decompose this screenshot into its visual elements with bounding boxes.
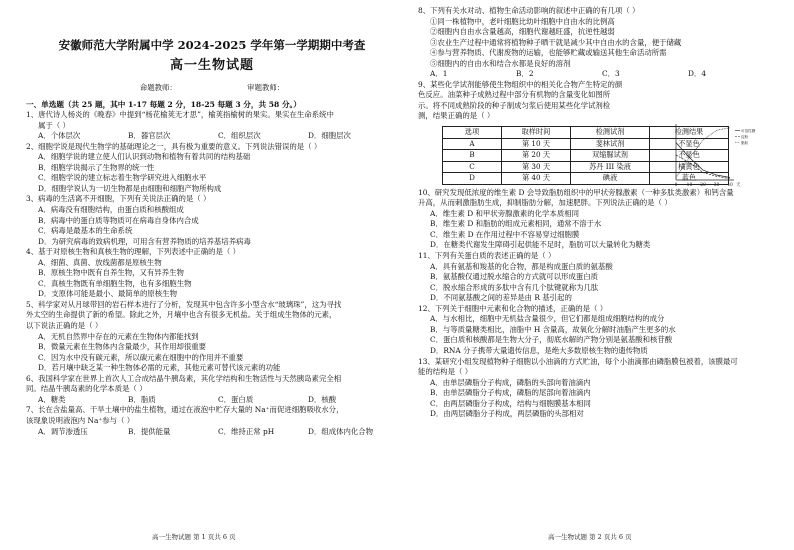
option: C．蛋白质和核酸都是生物大分子，彻底水解的产物分别是氨基酸和核苷酸: [430, 335, 673, 345]
q5-stem-cont: 外太空的生命提供了新的希望。除此之外，月壤中也含有很多无机盐。关于组成生物体的元素，: [26, 310, 337, 320]
q8-options: [418, 69, 774, 80]
option: B．微量元素在生物体内含量最少，其作用却很重要: [38, 342, 207, 352]
table-cell: 双缩脲试剂: [571, 150, 650, 162]
option: C．由两层磷脂分子构成，结构与细胞膜基本相同: [430, 398, 591, 408]
option: D．组成体内化合物: [308, 426, 374, 436]
table-cell: 橘黄色: [650, 161, 729, 173]
option: A．糖类: [38, 394, 66, 404]
q1-options: [26, 131, 398, 142]
option: B．氨基酸仅通过脱水缩合的方式就可以形成蛋白质: [430, 272, 599, 282]
left-column: [26, 6, 398, 437]
table-cell: 斐林试剂: [571, 138, 650, 150]
option: B．脂质: [128, 394, 156, 404]
option: C．因为水中没有碳元素，所以碳元素在细胞中的作用并不重要: [38, 352, 244, 362]
x-tick-label: 20: [700, 183, 706, 188]
table-cell: 第 10 天: [502, 138, 571, 150]
table-cell: D: [443, 173, 502, 185]
option: C．病毒是最基本的生命系统: [38, 226, 133, 236]
option: B．与等质量糖类相比，油脂中 H 含量高，故氧化分解时油脂产生更多的水: [430, 324, 676, 334]
option: C．真核生物既有单细胞生物，也有多细胞生物: [38, 278, 192, 288]
statement: ①同一株植物中，老叶细胞比幼叶细胞中自由水的比例高: [430, 16, 615, 26]
option: C．细胞学说的建立标志着生物学研究进入细胞水平: [38, 173, 207, 183]
option: A．细胞学说的建立使人们认识到动物和植物有着共同的结构基础: [38, 152, 251, 162]
q13-stem-cont: 能的结构是（ ）: [418, 367, 473, 377]
option: D．细胞学说认为一切生物都是由细胞和细胞产物所构成: [38, 183, 222, 193]
option: B．细胞学说揭示了生物界的统一性: [38, 162, 155, 172]
q9-stem-cont: 色反应。油菜种子成熟过程中部分有机物的含量变化如图所: [418, 90, 611, 100]
page-footer-right: 高一生物试题 第 2 页共 6 页: [548, 533, 632, 541]
option: C．蛋白质: [218, 394, 254, 404]
table-cell: C: [443, 161, 502, 173]
series-line: [676, 155, 730, 179]
q7-options: [26, 427, 398, 438]
option: B．器官层次: [128, 131, 171, 141]
q9-stem-cont: 测，结果正确的是（ ）: [418, 111, 495, 121]
option: D．不同氨基酸之间的差异是由 R 基引起的: [430, 293, 572, 303]
option: B．2: [516, 69, 534, 79]
teacher-sign-line: [26, 83, 398, 94]
statement: ③农业生产过程中通常将植物种子晒干就是减少其中自由水的含量，便于储藏: [430, 37, 682, 47]
q7-stem-cont: 该现象说明液泡内 Na⁺参与（ ）: [26, 415, 135, 425]
legend-label: 淀粉: [741, 135, 749, 139]
q1-stem-cont: 属于（ ）: [38, 120, 70, 130]
option: C．维生素 D 在作用过程中不容易穿过细胞膜: [430, 229, 580, 239]
q2-stem: 2、细胞学说是现代生物学的基础理论之一，具有极为重要的意义。下列说法错误的是（ ）: [26, 141, 322, 151]
option: D．若月壤中缺乏某一种生物体必需的元素，其他元素可替代该元素的功能: [38, 363, 281, 373]
option: B．由单层磷脂分子构成，磷脂的尾部向着油滴内: [430, 388, 591, 398]
table-header: 选项: [443, 127, 502, 139]
x-tick-label: 10: [686, 183, 693, 188]
q10-stem: 10、研究发现低浓度的维生素 D 会导致脂肪组织中的甲状旁腺激素（一种多肽类激素）和钙含量: [418, 187, 734, 197]
table-cell: 碘液: [571, 173, 650, 185]
legend-label: 可溶性糖: [741, 129, 756, 133]
option: A．细菌、真菌、放线菌都是原核生物: [38, 257, 162, 267]
reviewer-label: 审题教师：: [247, 83, 285, 92]
statement: ②细胞内自由水含量越高，细胞代谢越旺盛，抗逆性越弱: [430, 27, 615, 37]
table-cell: B: [443, 150, 502, 162]
q7-stem: 7、长在含盐量高、干旱土壤中的盐生植物，通过在液泡中贮存大量的 Na⁺而促进细胞吸收水分，: [26, 405, 344, 415]
option: B．病毒中的蛋白质等物质可在病毒自身体内合成: [38, 215, 199, 225]
option: A．由单层磷脂分子构成，磷脂的头部向着油滴内: [430, 377, 591, 387]
option: D．由两层磷脂分子构成，两层磷脂的头部相对: [430, 409, 584, 419]
table-cell: 不显色: [650, 138, 729, 150]
q6-options: [26, 395, 398, 406]
x-tick-label: 0: [674, 183, 678, 188]
table-cell: 第 30 天: [502, 161, 571, 173]
q9-line-chart: [666, 118, 762, 190]
q5-stem-cont: 以下说法正确的是（ ）: [26, 321, 103, 331]
option: A．调节渗透压: [38, 426, 88, 436]
option: B．原核生物中既有自养生物，又有异养生物: [38, 268, 184, 278]
q5-stem: 5、科学家对从月球带回的岩石样本进行了分析，发现其中包含许多小型含水“玻璃珠”，这为寻找: [26, 299, 342, 309]
q10-stem-cont: 升高，从而刺激脂肪生成，抑制脂肪分解，加速肥胖。下列说法正确的是（ ）: [418, 198, 672, 208]
option: D．细胞层次: [308, 131, 351, 141]
x-tick-label: 40: [727, 183, 733, 188]
option: D．为研究病毒的致病机理，可用含有营养物质的培养基培养病毒: [38, 236, 251, 246]
option: A．1: [430, 69, 448, 79]
option: A．无机自然界中存在的元素在生物体内都能找到: [38, 331, 199, 341]
option: A．与水相比，细胞中无机盐含量很少，但它们都是组成细胞结构的成分: [430, 314, 665, 324]
option: A．具有氨基和羧基的化合物，都是构成蛋白质的氨基酸: [430, 261, 613, 271]
section-heading: 一、单选题（共 25 题，其中 1-17 每题 2 分，18-25 每题 3 分，共 58 分。）: [26, 99, 301, 109]
option: C．3: [602, 69, 620, 79]
table-header: 取样时间: [502, 127, 571, 139]
q12-stem: 12、下列关于细胞中元素和化合物的描述，正确的是（ ）: [418, 303, 608, 313]
statement: ⑤细胞内的自由水和结合水都是良好的溶剂: [430, 58, 571, 68]
option: D．支原体可能是最小、最简单的原核生物: [38, 289, 177, 299]
x-axis-label: 天: [736, 183, 741, 188]
table-header: 检测结果: [650, 127, 729, 139]
table-cell: 第 40 天: [502, 173, 571, 185]
q9-stem-cont: 示。将不同成熟阶段的种子制成匀浆后使用某些化学试剂检: [418, 100, 611, 110]
table-cell: 第 20 天: [502, 150, 571, 162]
table-cell: A: [443, 138, 502, 150]
q3-stem: 3、病毒的生活离不开细胞，下列有关说法正确的是（ ）: [26, 194, 211, 204]
option: B．维生素 D 和脂肪的组成元素相同，通常不溶于水: [430, 219, 602, 229]
option: A．病毒没有细胞结构，由蛋白质和核酸组成: [38, 205, 184, 215]
option: C．维持正常 pH: [218, 426, 275, 436]
q1-stem: 1、唐代诗人杨炎的《晚春》中提到“杨花榆荚无才思”，榆荚指榆树的果实。果实在生命系统中: [26, 110, 334, 120]
x-tick-label: 30: [713, 183, 720, 188]
right-column: [418, 6, 774, 420]
q11-stem: 11、下列有关蛋白质的表述正确的是（ ）: [418, 251, 556, 261]
option: B．提供能量: [128, 426, 171, 436]
exam-title: 安徽师范大学附属中学 2024-2025 学年第一学期期中考查: [58, 38, 366, 52]
legend-label: 脂肪: [741, 141, 749, 145]
table-cell: 不显色: [650, 150, 729, 162]
q4-stem: 4、基于对原核生物和真核生物的理解，下列表述中正确的是（ ）: [26, 247, 240, 257]
setter-label: 命题教师：: [139, 83, 177, 92]
q9-stem: 9、某些化学试剂能够使生物组织中的相关化合物产生特定的颜: [418, 79, 623, 89]
q8-stem: 8、下列有关水对动、植物生命活动影响的叙述中正确的有几项（ ）: [418, 6, 640, 15]
option: D．4: [688, 69, 707, 79]
option: D．核酸: [308, 394, 337, 404]
table-cell: 苏丹 III 染液: [571, 161, 650, 173]
option: A．个体层次: [38, 131, 81, 141]
table-header: 检测试剂: [571, 127, 650, 139]
option: D．在糖类代谢发生障碍引起供能不足时，脂肪可以大量转化为糖类: [430, 240, 651, 250]
exam-subtitle: 高一生物试题: [169, 58, 254, 73]
option: C．脱水缩合形成的多肽中含有几个肽键就称为几肽: [430, 282, 599, 292]
page-footer-left: 高一生物试题 第 1 页共 6 页: [152, 533, 236, 541]
statement: ④参与营养物质、代谢废物的运输，也能够贮藏或输送其他生命活动所需: [430, 48, 667, 58]
option: D．RNA 分子携带大量遗传信息，是绝大多数原核生物的遗传物质: [430, 345, 648, 355]
option: A．维生素 D 和甲状旁腺激素的化学本质相同: [430, 208, 579, 218]
q13-stem: 13、某研究小组发现植物种子细胞以小油滴的方式贮油，每个小油滴都由磷脂膜包被着，该膜最可: [418, 356, 738, 366]
q6-stem: 6、我国科学家在世界上首次人工合成结晶牛胰岛素，其化学结构和生物活性与天然胰岛素完全相: [26, 373, 342, 383]
option: C．组织层次: [218, 131, 261, 141]
q6-stem-cont: 同。结晶牛胰岛素的化学本质是（ ）: [26, 384, 147, 394]
table-cell: 蓝色: [650, 173, 729, 185]
